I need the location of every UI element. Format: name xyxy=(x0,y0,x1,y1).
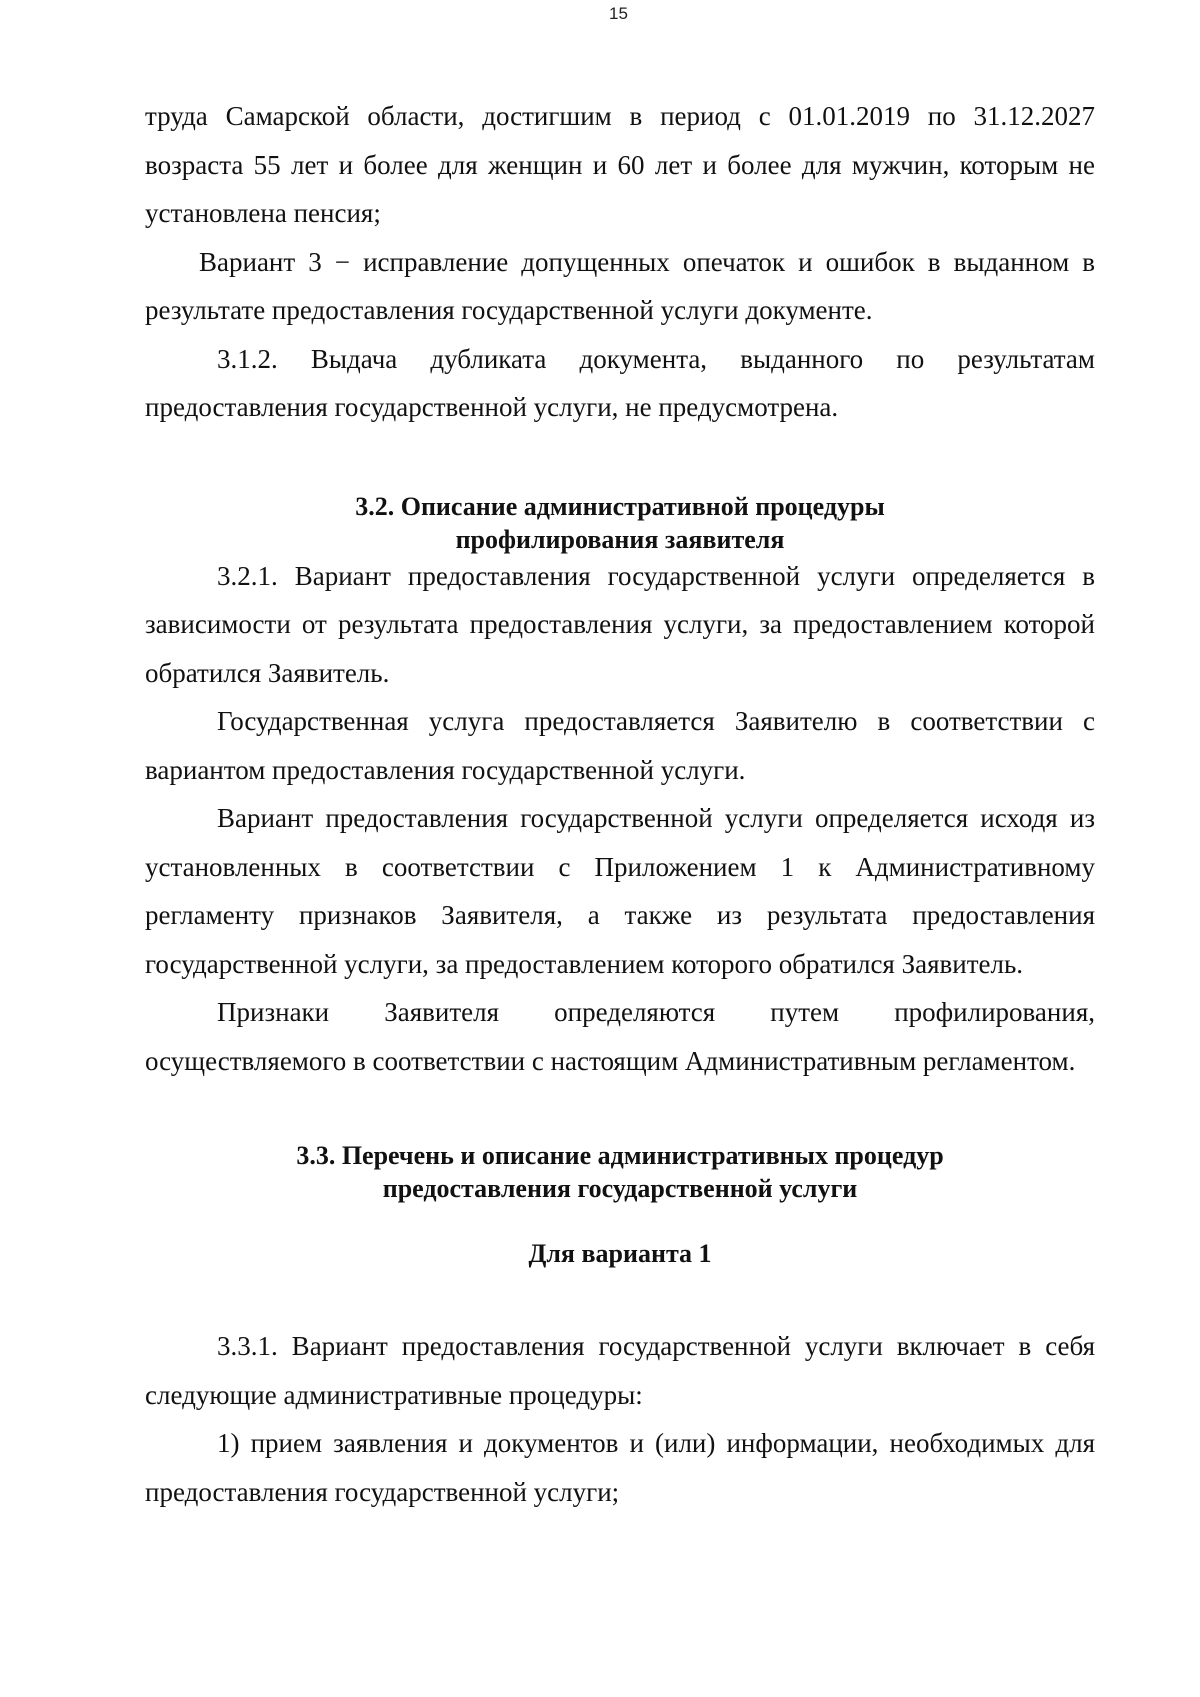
paragraph-3-1-2: 3.1.2. Выдача дубликата документа, выданного по результатам предоставления государственной услуги, не предусмотрена. xyxy=(145,343,1095,422)
section-heading-3-3-line-2: предоставления государственной услуги xyxy=(382,1174,858,1203)
section-heading-3-2-line-2: профилирования заявителя xyxy=(455,524,785,554)
paragraph-variant-determination: Вариант предоставления государственной услуги определяется исходя из установленных в соответствии с Приложением 1 к Административному регламенту признаков Заявителя, а также из результата предоставления государственной услуги, за предоставлением которого обратился Заявитель. xyxy=(145,803,1095,979)
document-body xyxy=(145,92,1095,1516)
paragraph-applicant-features: Признаки Заявителя определяются путем профилирования, осуществляемого в соответствии с настоящим Административным регламентом. xyxy=(145,997,1095,1076)
page-number: 15 xyxy=(609,4,628,23)
paragraph-service-provided: Государственная услуга предоставляется Заявителю в соответствии с вариантом предоставления государственной услуги. xyxy=(145,706,1095,785)
paragraph-variant-3: Вариант 3 − исправление допущенных опечаток и ошибок в выданном в результате предоставления государственной услуги документе. xyxy=(145,246,1095,325)
paragraph-procedure-1: 1) прием заявления и документов и (или) информации, необходимых для предоставления государственной услуги; xyxy=(145,1428,1095,1507)
paragraph-continuation: труда Самарской области, достигшим в период с 01.01.2019 по 31.12.2027 возраста 55 лет и более для женщин и 60 лет и более для мужчин, которым не установлена пенсия; xyxy=(145,101,1095,228)
paragraph-3-3-1: 3.3.1. Вариант предоставления государственной услуги включает в себя следующие административные процедуры: xyxy=(145,1331,1095,1410)
section-heading-3-3-line-1: 3.3. Перечень и описание административных процедур xyxy=(296,1141,944,1170)
section-heading-3-2 xyxy=(145,490,1095,556)
paragraph-3-2-1: 3.2.1. Вариант предоставления государственной услуги определяется в зависимости от результата предоставления услуги, за предоставлением которой обратился Заявитель. xyxy=(145,560,1095,688)
section-heading-3-3 xyxy=(145,1139,1095,1205)
subheading-variant-1: Для варианта 1 xyxy=(528,1239,712,1268)
section-heading-3-2-line-1: 3.2. Описание административной процедуры xyxy=(355,491,885,521)
